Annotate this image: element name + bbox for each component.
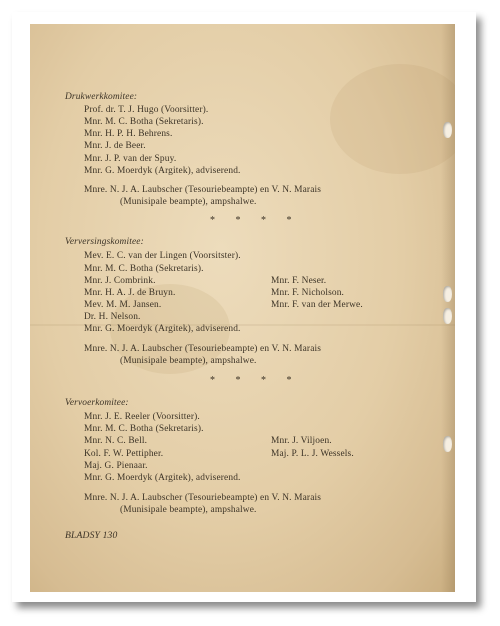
member-line: Maj. G. Pienaar. (84, 461, 148, 471)
member-line: Mnr. J. P. van der Spuy. (84, 154, 177, 164)
member-line: Mnr. F. Nicholson. (271, 288, 345, 298)
binding-hole (443, 308, 452, 324)
section-separator: * * * * (210, 375, 301, 386)
paper-stain (330, 64, 455, 174)
page-number: BLADSY 130 (65, 530, 118, 541)
member-line: Prof. dr. T. J. Hugo (Voorsitter). (84, 105, 209, 115)
section-heading: Vervoerkomitee: (65, 398, 129, 408)
binding-hole (443, 436, 452, 452)
section-heading: Verversingskomitee: (65, 237, 144, 247)
member-line: Dr. H. Nelson. (84, 312, 141, 322)
ex-officio-line: (Munisipale beampte), ampshalwe. (120, 197, 257, 207)
ex-officio-line: Mnre. N. J. A. Laubscher (Tesouriebeampte) en V. N. Marais (84, 493, 322, 503)
member-line: Mnr. F. Neser. (271, 276, 327, 286)
member-line: Mnr. M. C. Botha (Sekretaris). (84, 117, 204, 127)
member-line: Mnr. J. E. Reeler (Voorsitter). (84, 412, 200, 422)
member-line: Mev. M. M. Jansen. (84, 300, 162, 310)
ex-officio-line: (Munisipale beampte), ampshalwe. (120, 356, 257, 366)
member-line: Mnr. M. C. Botha (Sekretaris). (84, 424, 204, 434)
binding-hole (443, 286, 452, 302)
member-line: Mnr. G. Moerdyk (Argitek), adviserend. (84, 166, 241, 176)
member-line: Mev. E. C. van der Lingen (Voorsitster). (84, 251, 241, 261)
document-page (30, 24, 455, 592)
binding-hole (443, 122, 452, 138)
section-heading: Drukwerkkomitee: (65, 92, 138, 102)
member-line: Mnr. J. Viljoen. (271, 436, 332, 446)
ex-officio-line: (Munisipale beampte), ampshalwe. (120, 505, 257, 515)
member-line: Kol. F. W. Pettipher. (84, 449, 164, 459)
member-line: Maj. P. L. J. Wessels. (271, 449, 354, 459)
member-line: Mnr. H. P. H. Behrens. (84, 129, 173, 139)
member-line: Mnr. M. C. Botha (Sekretaris). (84, 264, 204, 274)
member-line: Mnr. G. Moerdyk (Argitek), adviserend. (84, 473, 241, 483)
member-line: Mnr. J. Combrink. (84, 276, 156, 286)
member-line: Mnr. G. Moerdyk (Argitek), adviserend. (84, 324, 241, 334)
section-separator: * * * * (210, 215, 301, 226)
member-line: Mnr. J. de Beer. (84, 141, 146, 151)
member-line: Mnr. H. A. J. de Bruyn. (84, 288, 176, 298)
ex-officio-line: Mnre. N. J. A. Laubscher (Tesouriebeampte) en V. N. Marais (84, 344, 322, 354)
member-line: Mnr. F. van der Merwe. (271, 300, 363, 310)
ex-officio-line: Mnre. N. J. A. Laubscher (Tesouriebeampte) en V. N. Marais (84, 185, 322, 195)
member-line: Mnr. N. C. Bell. (84, 436, 148, 446)
